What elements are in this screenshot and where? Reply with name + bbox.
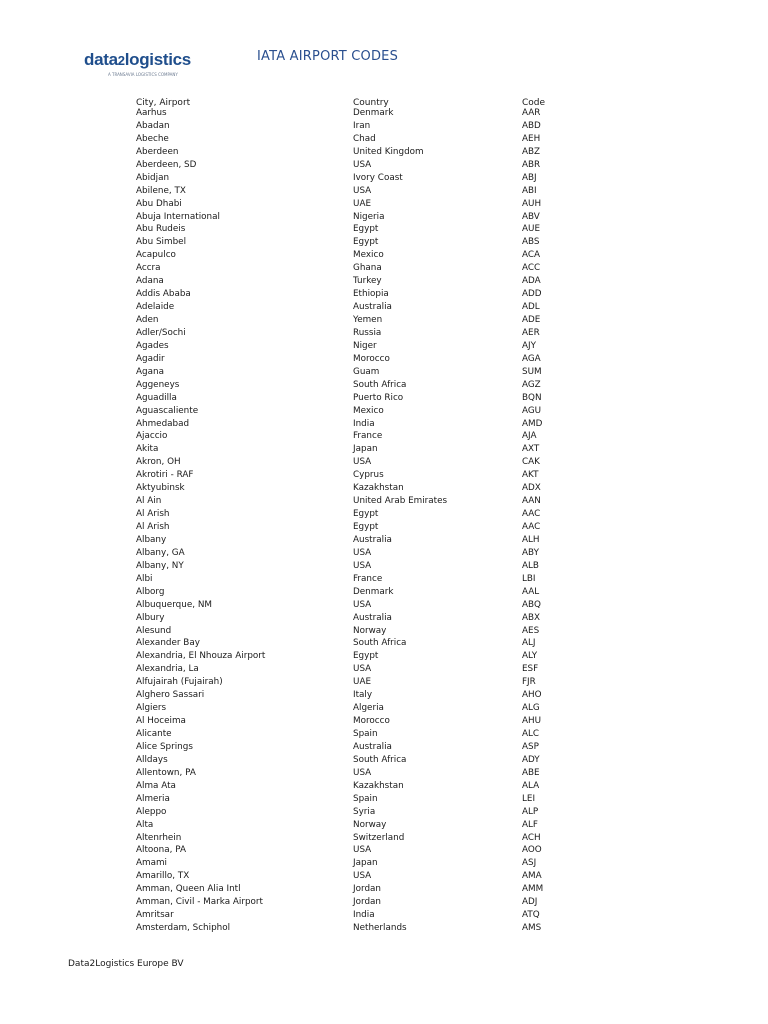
table-row — [136, 586, 556, 599]
cell-country: Australia — [353, 302, 392, 313]
cell-code: ALH — [522, 534, 540, 545]
cell-city-airport: Amman, Civil - Marka Airport — [136, 897, 263, 908]
cell-country: Ghana — [353, 263, 382, 274]
cell-code: AGZ — [522, 379, 541, 390]
cell-code: ALY — [522, 651, 538, 662]
table-row — [136, 236, 556, 249]
cell-country: USA — [353, 599, 372, 610]
cell-code: ADY — [522, 754, 540, 765]
cell-country: Kazakhstan — [353, 483, 404, 494]
cell-city-airport: Alghero Sassari — [136, 690, 205, 701]
cell-code: ACH — [522, 832, 541, 843]
cell-city-airport: Aberdeen, SD — [136, 159, 197, 170]
table-row — [136, 663, 556, 676]
cell-city-airport: Aden — [136, 315, 159, 325]
cell-country: Denmark — [353, 586, 394, 597]
cell-code: AOO — [522, 845, 542, 856]
table-row — [136, 301, 556, 314]
cell-code: ASP — [522, 741, 539, 752]
cell-country: Mexico — [353, 405, 384, 416]
logo-tagline: A TRANSAVIA LOGISTICS COMPANY — [108, 72, 178, 77]
table-row — [136, 728, 556, 741]
table-row — [136, 922, 556, 935]
logo-wordmark: data2logistics — [84, 50, 191, 69]
cell-city-airport: Abilene, TX — [136, 185, 186, 196]
cell-country: Turkey — [353, 276, 382, 287]
cell-code: ABX — [522, 612, 541, 623]
table-row — [136, 844, 556, 857]
cell-code: AHO — [522, 690, 542, 701]
cell-country: Ethiopia — [353, 289, 389, 300]
cell-country: USA — [353, 159, 372, 170]
page-title: IATA AIRPORT CODES — [257, 49, 399, 64]
cell-code: ABI — [522, 185, 537, 196]
cell-code: BQN — [522, 392, 542, 403]
cell-code: SUM — [522, 366, 542, 377]
cell-country: Mexico — [353, 250, 384, 261]
cell-city-airport: Abeche — [136, 133, 169, 144]
table-row — [136, 262, 556, 275]
cell-country: South Africa — [353, 638, 407, 649]
cell-city-airport: Akita — [136, 444, 159, 455]
cell-code: AGA — [522, 353, 541, 364]
cell-city-airport: Ahmedabad — [136, 418, 190, 429]
cell-city-airport: Aggeneys — [136, 379, 180, 390]
cell-city-airport: Adelaide — [136, 302, 175, 313]
table-row — [136, 689, 556, 702]
table-row — [136, 340, 556, 353]
cell-code: ABQ — [522, 599, 541, 610]
table-row — [136, 159, 556, 172]
cell-city-airport: Alexander Bay — [136, 638, 200, 649]
cell-country: Egypt — [353, 237, 379, 248]
cell-code: AXT — [522, 444, 540, 455]
table-row — [136, 883, 556, 896]
cell-city-airport: Abidjan — [136, 172, 170, 183]
cell-city-airport: Alma Ata — [136, 780, 176, 791]
cell-country: United Arab Emirates — [353, 496, 448, 507]
cell-code: ALC — [522, 729, 540, 739]
cell-country: Cyprus — [353, 470, 384, 481]
cell-city-airport: Aktyubinsk — [136, 483, 185, 494]
cell-code: ADX — [522, 483, 541, 494]
cell-country: Italy — [353, 690, 373, 701]
cell-code: ADJ — [522, 897, 538, 908]
cell-country: India — [353, 418, 375, 429]
company-logo — [84, 48, 194, 82]
table-row — [136, 896, 556, 909]
cell-code: ABY — [522, 547, 539, 558]
cell-city-airport: Altenrhein — [136, 832, 182, 843]
cell-city-airport: Alexandria, La — [136, 664, 199, 675]
cell-city-airport: Alesund — [136, 625, 172, 636]
cell-city-airport: Aguadilla — [136, 392, 177, 403]
cell-country: Yemen — [353, 315, 383, 325]
cell-country: Jordan — [353, 884, 381, 895]
cell-country: Switzerland — [353, 832, 405, 843]
cell-code: ALA — [522, 780, 540, 791]
cell-code: AAL — [522, 586, 540, 597]
table-row — [136, 560, 556, 573]
cell-code: AGU — [522, 405, 542, 416]
cell-city-airport: Alborg — [136, 586, 165, 597]
cell-country: UAE — [353, 198, 372, 209]
cell-country: Puerto Rico — [353, 392, 404, 403]
table-row — [136, 857, 556, 870]
cell-code: AAR — [522, 108, 541, 118]
cell-country: Guam — [353, 366, 380, 377]
cell-code: ALB — [522, 560, 539, 571]
airport-codes-table — [136, 97, 556, 935]
cell-code: AJA — [522, 431, 537, 442]
table-row — [136, 172, 556, 185]
cell-country: Egypt — [353, 224, 379, 235]
cell-country: Kazakhstan — [353, 780, 404, 791]
table-row — [136, 275, 556, 288]
cell-code: LBI — [522, 573, 536, 584]
cell-country: Morocco — [353, 353, 390, 364]
table-row — [136, 676, 556, 689]
cell-code: AEH — [522, 133, 541, 144]
cell-code: ADL — [522, 302, 540, 313]
cell-city-airport: Aleppo — [136, 806, 167, 817]
table-row — [136, 353, 556, 366]
cell-city-airport: Aarhus — [136, 108, 167, 118]
table-row — [136, 650, 556, 663]
cell-city-airport: Albany, NY — [136, 560, 184, 571]
cell-code: AUH — [522, 198, 542, 209]
cell-code: AJY — [522, 340, 536, 351]
cell-code: ESF — [522, 664, 539, 675]
table-row — [136, 107, 556, 120]
table-row — [136, 534, 556, 547]
cell-city-airport: Abadan — [136, 120, 170, 131]
table-row — [136, 495, 556, 508]
cell-country: Spain — [353, 793, 378, 804]
cell-code: ASJ — [522, 858, 537, 869]
cell-code: AKT — [522, 470, 539, 481]
cell-city-airport: Al Arish — [136, 509, 170, 520]
table-row — [136, 793, 556, 806]
table-row — [136, 430, 556, 443]
cell-code: AER — [522, 327, 540, 338]
cell-code: ABR — [522, 159, 541, 170]
cell-code: CAK — [522, 457, 540, 468]
table-row — [136, 146, 556, 159]
cell-city-airport: Abu Dhabi — [136, 198, 182, 209]
cell-city-airport: Amami — [136, 858, 167, 869]
cell-city-airport: Akrotiri - RAF — [136, 470, 194, 481]
cell-city-airport: Amman, Queen Alia Intl — [136, 884, 241, 895]
table-row — [136, 418, 556, 431]
cell-city-airport: Alta — [136, 819, 154, 830]
cell-city-airport: Abu Rudeis — [136, 224, 186, 235]
cell-country: Denmark — [353, 108, 394, 118]
table-row — [136, 443, 556, 456]
cell-country: Netherlands — [353, 923, 407, 934]
table-header — [136, 97, 556, 107]
cell-city-airport: Alice Springs — [136, 741, 193, 752]
cell-country: Russia — [353, 327, 382, 338]
table-row — [136, 366, 556, 379]
table-row — [136, 599, 556, 612]
cell-city-airport: Aberdeen — [136, 146, 179, 157]
table-row — [136, 702, 556, 715]
cell-city-airport: Akron, OH — [136, 457, 181, 468]
cell-city-airport: Alfujairah (Fujairah) — [136, 677, 223, 688]
cell-city-airport: Addis Ababa — [136, 289, 191, 300]
table-row — [136, 327, 556, 340]
cell-city-airport: Alicante — [136, 729, 172, 739]
cell-country: Norway — [353, 625, 387, 636]
cell-country: Algeria — [353, 703, 384, 714]
cell-code: ALP — [522, 806, 539, 817]
cell-city-airport: Agana — [136, 366, 164, 377]
cell-city-airport: Aguascaliente — [136, 405, 199, 416]
cell-city-airport: Algiers — [136, 703, 167, 714]
cell-code: AHU — [522, 716, 542, 727]
cell-city-airport: Agadir — [136, 353, 165, 364]
cell-country: UAE — [353, 677, 372, 688]
table-row — [136, 547, 556, 560]
header-country: Country — [353, 98, 389, 108]
table-row — [136, 392, 556, 405]
cell-code: ABZ — [522, 146, 541, 157]
cell-city-airport: Al Hoceima — [136, 716, 186, 727]
table-body — [136, 107, 556, 935]
table-row — [136, 314, 556, 327]
cell-code: ABE — [522, 767, 540, 778]
cell-city-airport: Amritsar — [136, 910, 174, 921]
table-row — [136, 223, 556, 236]
cell-code: ADD — [522, 289, 542, 300]
cell-code: AMM — [522, 884, 544, 895]
cell-city-airport: Alexandria, El Nhouza Airport — [136, 651, 266, 662]
cell-code: AAC — [522, 522, 541, 532]
table-row — [136, 612, 556, 625]
cell-code: ABS — [522, 237, 540, 248]
cell-code: FJR — [522, 677, 536, 688]
table-row — [136, 133, 556, 146]
cell-country: USA — [353, 871, 372, 882]
cell-country: Egypt — [353, 522, 379, 532]
table-row — [136, 819, 556, 832]
cell-code: AMS — [522, 923, 542, 934]
cell-country: India — [353, 910, 375, 921]
cell-city-airport: Accra — [136, 263, 161, 274]
cell-country: United Kingdom — [353, 146, 424, 157]
cell-country: France — [353, 573, 383, 584]
cell-country: Australia — [353, 612, 392, 623]
table-row — [136, 120, 556, 133]
cell-code: AES — [522, 625, 540, 636]
table-row — [136, 832, 556, 845]
cell-city-airport: Albany, GA — [136, 547, 185, 558]
cell-country: Ivory Coast — [353, 172, 403, 183]
cell-city-airport: Al Ain — [136, 496, 162, 507]
cell-country: Morocco — [353, 716, 390, 727]
table-row — [136, 508, 556, 521]
cell-city-airport: Albi — [136, 573, 153, 584]
cell-city-airport: Abu Simbel — [136, 237, 187, 248]
cell-city-airport: Albury — [136, 612, 165, 623]
table-row — [136, 806, 556, 819]
cell-country: Australia — [353, 534, 392, 545]
cell-country: Spain — [353, 729, 378, 739]
cell-code: LEI — [522, 793, 536, 804]
cell-city-airport: Adler/Sochi — [136, 327, 186, 338]
table-row — [136, 625, 556, 638]
cell-code: ABJ — [522, 172, 537, 183]
cell-city-airport: Almeria — [136, 793, 170, 804]
table-row — [136, 249, 556, 262]
cell-city-airport: Ajaccio — [136, 431, 168, 442]
cell-city-airport: Agades — [136, 340, 169, 351]
header-code: Code — [522, 98, 546, 108]
cell-country: South Africa — [353, 754, 407, 765]
cell-country: France — [353, 431, 383, 442]
cell-city-airport: Albany — [136, 534, 167, 545]
table-row — [136, 754, 556, 767]
cell-country: Japan — [353, 444, 378, 455]
cell-country: Australia — [353, 741, 392, 752]
cell-country: USA — [353, 845, 372, 856]
cell-country: Chad — [353, 133, 376, 144]
cell-country: USA — [353, 664, 372, 675]
cell-city-airport: Amarillo, TX — [136, 871, 190, 882]
header-city-airport: City, Airport — [136, 98, 191, 108]
cell-country: Japan — [353, 858, 378, 869]
cell-city-airport: Al Arish — [136, 522, 170, 532]
table-row — [136, 288, 556, 301]
cell-country: Nigeria — [353, 211, 385, 222]
cell-city-airport: Acapulco — [136, 250, 176, 261]
cell-code: AAN — [522, 496, 541, 507]
cell-city-airport: Allentown, PA — [136, 767, 196, 778]
cell-code: AUE — [522, 224, 541, 235]
table-row — [136, 637, 556, 650]
cell-code: AAC — [522, 509, 541, 520]
cell-country: USA — [353, 560, 372, 571]
table-row — [136, 379, 556, 392]
cell-country: Egypt — [353, 651, 379, 662]
table-row — [136, 211, 556, 224]
table-row — [136, 573, 556, 586]
table-row — [136, 767, 556, 780]
cell-code: ATQ — [522, 910, 540, 921]
cell-city-airport: Altoona, PA — [136, 845, 186, 856]
cell-country: Niger — [353, 340, 377, 351]
cell-code: ADE — [522, 315, 541, 325]
table-row — [136, 909, 556, 922]
cell-code: AMD — [522, 418, 543, 429]
cell-city-airport: Albuquerque, NM — [136, 599, 212, 610]
cell-country: South Africa — [353, 379, 407, 390]
cell-code: ABD — [522, 120, 541, 131]
table-row — [136, 198, 556, 211]
table-row — [136, 870, 556, 883]
cell-country: USA — [353, 547, 372, 558]
cell-code: ADA — [522, 276, 541, 287]
cell-country: USA — [353, 767, 372, 778]
cell-country: Jordan — [353, 897, 381, 908]
cell-city-airport: Alldays — [136, 754, 168, 765]
table-row — [136, 780, 556, 793]
cell-code: AMA — [522, 871, 542, 882]
cell-country: Iran — [353, 120, 371, 131]
cell-country: USA — [353, 185, 372, 196]
cell-code: ALJ — [522, 638, 536, 649]
footer-company-name: Data2Logistics Europe BV — [68, 959, 184, 969]
cell-city-airport: Adana — [136, 276, 164, 287]
cell-code: ACC — [522, 263, 541, 274]
cell-country: USA — [353, 457, 372, 468]
table-row — [136, 185, 556, 198]
cell-code: ACA — [522, 250, 541, 261]
table-row — [136, 521, 556, 534]
table-row — [136, 741, 556, 754]
table-row — [136, 469, 556, 482]
cell-code: ALF — [522, 819, 538, 830]
cell-code: ALG — [522, 703, 540, 714]
cell-city-airport: Amsterdam, Schiphol — [136, 923, 231, 934]
table-row — [136, 405, 556, 418]
cell-country: Syria — [353, 806, 376, 817]
table-row — [136, 715, 556, 728]
cell-code: ABV — [522, 211, 540, 222]
table-row — [136, 456, 556, 469]
table-row — [136, 482, 556, 495]
cell-country: Egypt — [353, 509, 379, 520]
cell-city-airport: Abuja International — [136, 211, 220, 222]
cell-country: Norway — [353, 819, 387, 830]
